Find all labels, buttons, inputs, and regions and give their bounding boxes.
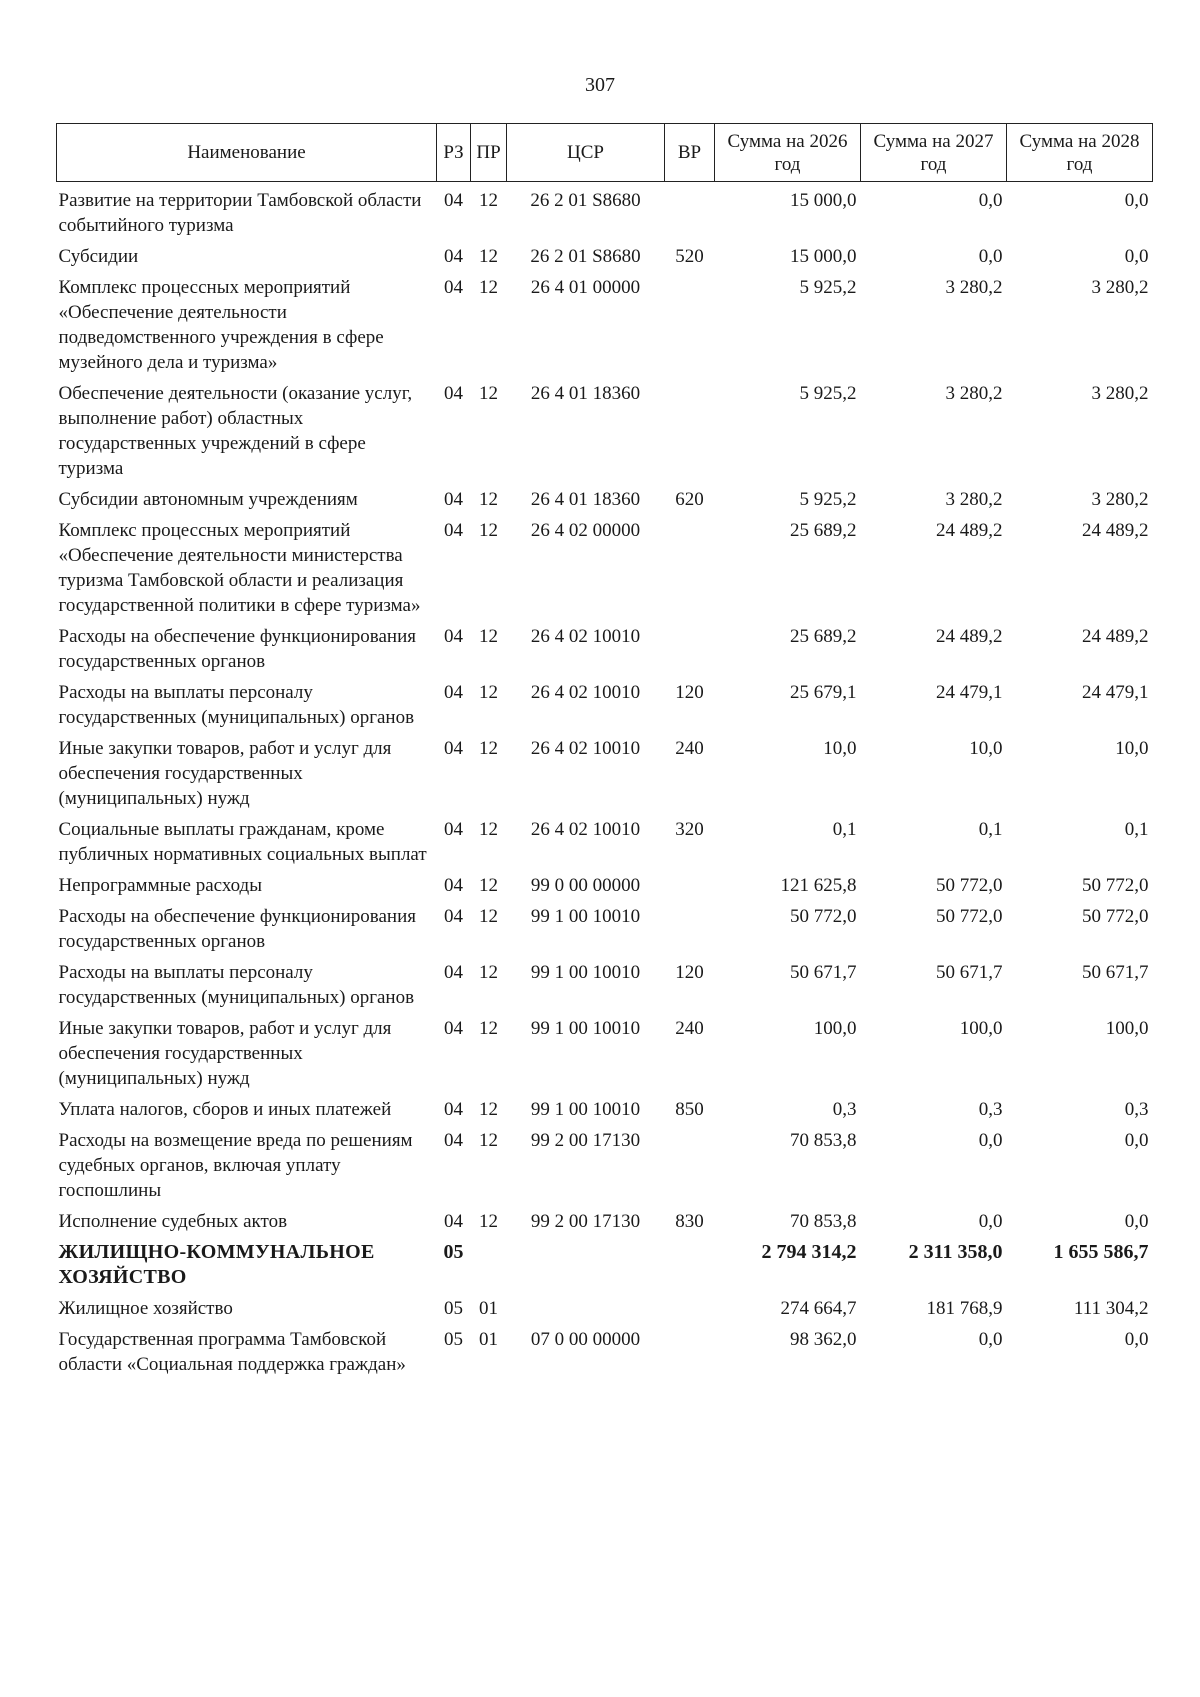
table-row xyxy=(57,481,1153,512)
row-sum-2028: 50 671,7 xyxy=(1082,962,1149,983)
row-csr: 99 0 00 00000 xyxy=(530,875,641,896)
header-name: Наименование xyxy=(57,124,437,182)
row-rz: 04 xyxy=(444,489,463,510)
row-vr: 120 xyxy=(675,962,704,983)
row-sum-2026: 98 362,0 xyxy=(790,1329,857,1350)
row-name: Жилищное хозяйство xyxy=(58,1298,233,1319)
row-vr xyxy=(665,269,715,375)
row-pr: 12 xyxy=(479,383,498,404)
row-vr xyxy=(665,1321,715,1377)
budget-table xyxy=(56,123,1153,1377)
row-name: Комплекс процессных мероприятий «Обеспечение деятельности министерства туризма Тамбовской области и реализация государственной политики в сфере туризма» xyxy=(58,520,421,616)
row-vr xyxy=(665,375,715,481)
row-pr: 01 xyxy=(479,1329,498,1350)
row-rz: 04 xyxy=(444,875,463,896)
row-vr: 620 xyxy=(675,489,704,510)
row-sum-2026: 5 925,2 xyxy=(799,383,857,404)
row-pr: 12 xyxy=(479,246,498,267)
row-sum-2027: 50 772,0 xyxy=(936,906,1003,927)
row-rz: 04 xyxy=(444,1018,463,1039)
header-sum-2026: Сумма на 2026 год xyxy=(715,124,861,182)
row-sum-2028: 0,3 xyxy=(1124,1099,1149,1120)
row-pr: 12 xyxy=(479,1211,498,1232)
row-sum-2028: 3 280,2 xyxy=(1091,277,1149,298)
table-row xyxy=(57,1122,1153,1203)
row-csr: 26 2 01 S8680 xyxy=(530,190,641,211)
row-sum-2028: 10,0 xyxy=(1115,738,1149,759)
row-csr: 26 4 02 10010 xyxy=(530,682,641,703)
row-csr: 07 0 00 00000 xyxy=(530,1329,641,1350)
row-name: Непрограммные расходы xyxy=(58,875,262,896)
row-sum-2028: 24 489,2 xyxy=(1082,520,1149,541)
row-pr: 12 xyxy=(479,819,498,840)
table-body xyxy=(57,182,1153,1378)
row-vr: 850 xyxy=(675,1099,704,1120)
row-pr: 12 xyxy=(479,489,498,510)
row-vr xyxy=(665,182,715,239)
row-sum-2028: 0,0 xyxy=(1124,190,1149,211)
row-name: Уплата налогов, сборов и иных платежей xyxy=(58,1099,392,1120)
row-csr: 26 4 02 10010 xyxy=(530,626,641,647)
row-sum-2026: 15 000,0 xyxy=(790,246,857,267)
row-sum-2026: 5 925,2 xyxy=(799,277,857,298)
row-sum-2027: 2 311 358,0 xyxy=(908,1241,1003,1263)
row-pr: 12 xyxy=(479,875,498,896)
row-rz: 05 xyxy=(444,1298,463,1319)
table-row xyxy=(57,898,1153,954)
row-pr: 12 xyxy=(479,1018,498,1039)
row-sum-2027: 0,0 xyxy=(978,1211,1003,1232)
row-sum-2028: 1 655 586,7 xyxy=(1053,1241,1149,1263)
row-csr: 99 1 00 10010 xyxy=(530,1018,641,1039)
row-rz: 04 xyxy=(444,190,463,211)
row-sum-2027: 0,0 xyxy=(978,1130,1003,1151)
row-sum-2027: 0,0 xyxy=(978,190,1003,211)
row-rz: 04 xyxy=(444,246,463,267)
row-vr xyxy=(665,1290,715,1321)
table-row xyxy=(57,1321,1153,1377)
header-rz: РЗ xyxy=(437,124,471,182)
page-number: 307 xyxy=(585,74,615,96)
table-row xyxy=(57,238,1153,269)
row-sum-2026: 50 671,7 xyxy=(790,962,857,983)
row-name: Субсидии автономным учреждениям xyxy=(58,489,358,510)
row-pr xyxy=(471,1234,507,1290)
row-sum-2027: 100,0 xyxy=(959,1018,1003,1039)
row-csr: 26 2 01 S8680 xyxy=(530,246,641,267)
row-rz: 04 xyxy=(444,277,463,298)
table-row xyxy=(57,674,1153,730)
row-sum-2028: 100,0 xyxy=(1105,1018,1149,1039)
row-name: Комплекс процессных мероприятий «Обеспечение деятельности подведомственного учреждения в сфере музейного дела и туризма» xyxy=(58,277,384,373)
row-vr: 240 xyxy=(675,1018,704,1039)
row-pr: 12 xyxy=(479,1099,498,1120)
row-rz: 05 xyxy=(444,1329,463,1350)
row-sum-2026: 100,0 xyxy=(813,1018,857,1039)
row-sum-2028: 0,0 xyxy=(1124,1130,1149,1151)
row-sum-2027: 50 671,7 xyxy=(936,962,1003,983)
row-name: Субсидии xyxy=(58,246,139,267)
row-sum-2027: 0,1 xyxy=(978,819,1003,840)
row-name: Расходы на обеспечение функционирования государственных органов xyxy=(58,626,416,672)
row-name: Развитие на территории Тамбовской области событийного туризма xyxy=(58,190,422,236)
row-rz: 04 xyxy=(444,1130,463,1151)
row-pr: 12 xyxy=(479,1130,498,1151)
row-rz: 04 xyxy=(444,626,463,647)
row-sum-2026: 70 853,8 xyxy=(790,1211,857,1232)
table-row xyxy=(57,954,1153,1010)
row-name: ЖИЛИЩНО-КОММУНАЛЬНОЕ ХОЗЯЙСТВО xyxy=(58,1241,375,1288)
row-sum-2027: 181 768,9 xyxy=(926,1298,1003,1319)
row-rz: 04 xyxy=(444,383,463,404)
row-sum-2027: 24 479,1 xyxy=(936,682,1003,703)
row-name: Расходы на выплаты персоналу государственных (муниципальных) органов xyxy=(58,962,415,1008)
row-name: Иные закупки товаров, работ и услуг для обеспечения государственных (муниципальных) нужд xyxy=(58,1018,392,1089)
table-row xyxy=(57,867,1153,898)
row-pr: 12 xyxy=(479,682,498,703)
row-rz: 04 xyxy=(444,1099,463,1120)
table-row xyxy=(57,182,1153,239)
row-vr xyxy=(665,618,715,674)
row-csr: 99 1 00 10010 xyxy=(530,906,641,927)
row-name: Расходы на обеспечение функционирования государственных органов xyxy=(58,906,416,952)
row-name: Исполнение судебных актов xyxy=(58,1211,288,1232)
row-vr xyxy=(665,1234,715,1290)
row-sum-2026: 0,3 xyxy=(832,1099,857,1120)
row-sum-2028: 0,1 xyxy=(1124,819,1149,840)
row-rz: 04 xyxy=(444,819,463,840)
table-row xyxy=(57,375,1153,481)
table-row xyxy=(57,1203,1153,1234)
row-rz: 05 xyxy=(443,1241,464,1263)
row-vr: 830 xyxy=(675,1211,704,1232)
row-vr xyxy=(665,1122,715,1203)
row-pr: 12 xyxy=(479,520,498,541)
row-sum-2026: 25 689,2 xyxy=(790,520,857,541)
row-csr: 26 4 02 10010 xyxy=(530,819,641,840)
row-sum-2026: 70 853,8 xyxy=(790,1130,857,1151)
row-vr xyxy=(665,867,715,898)
table-row xyxy=(57,811,1153,867)
row-csr: 99 2 00 17130 xyxy=(530,1211,641,1232)
row-sum-2026: 2 794 314,2 xyxy=(761,1241,857,1263)
header-sum-2028: Сумма на 2028 год xyxy=(1007,124,1153,182)
row-sum-2027: 24 489,2 xyxy=(936,520,1003,541)
row-name: Государственная программа Тамбовской области «Социальная поддержка граждан» xyxy=(58,1329,406,1375)
table-row xyxy=(57,1010,1153,1091)
row-sum-2026: 15 000,0 xyxy=(790,190,857,211)
row-sum-2027: 50 772,0 xyxy=(936,875,1003,896)
row-csr: 26 4 01 18360 xyxy=(530,383,641,404)
row-name: Обеспечение деятельности (оказание услуг, выполнение работ) областных государственных учреждений в сфере туризма xyxy=(58,383,413,479)
row-rz: 04 xyxy=(444,520,463,541)
row-sum-2028: 111 304,2 xyxy=(1073,1298,1149,1319)
row-vr: 520 xyxy=(675,246,704,267)
row-vr: 120 xyxy=(675,682,704,703)
table-row xyxy=(57,730,1153,811)
row-sum-2027: 0,0 xyxy=(978,1329,1003,1350)
row-sum-2027: 3 280,2 xyxy=(945,489,1003,510)
row-sum-2027: 0,0 xyxy=(978,246,1003,267)
row-rz: 04 xyxy=(444,682,463,703)
row-sum-2028: 0,0 xyxy=(1124,1329,1149,1350)
row-csr: 26 4 02 10010 xyxy=(530,738,641,759)
row-csr: 26 4 01 18360 xyxy=(530,489,641,510)
row-sum-2026: 25 679,1 xyxy=(790,682,857,703)
header-sum-2027: Сумма на 2027 год xyxy=(861,124,1007,182)
row-vr: 240 xyxy=(675,738,704,759)
row-sum-2028: 0,0 xyxy=(1124,246,1149,267)
row-rz: 04 xyxy=(444,1211,463,1232)
row-csr: 99 1 00 10010 xyxy=(530,1099,641,1120)
header-vr: ВР xyxy=(665,124,715,182)
row-sum-2028: 50 772,0 xyxy=(1082,906,1149,927)
row-name: Иные закупки товаров, работ и услуг для обеспечения государственных (муниципальных) нужд xyxy=(58,738,392,809)
row-pr: 12 xyxy=(479,906,498,927)
row-sum-2026: 50 772,0 xyxy=(790,906,857,927)
row-sum-2026: 0,1 xyxy=(832,819,857,840)
table-row xyxy=(57,1290,1153,1321)
row-rz: 04 xyxy=(444,738,463,759)
row-pr: 01 xyxy=(479,1298,498,1319)
section-row xyxy=(57,1234,1153,1290)
row-csr: 26 4 02 00000 xyxy=(530,520,641,541)
row-vr xyxy=(665,898,715,954)
table-row xyxy=(57,269,1153,375)
row-pr: 12 xyxy=(479,626,498,647)
row-csr: 99 1 00 10010 xyxy=(530,962,641,983)
row-sum-2027: 3 280,2 xyxy=(945,277,1003,298)
row-pr: 12 xyxy=(479,190,498,211)
row-vr xyxy=(665,512,715,618)
row-pr: 12 xyxy=(479,962,498,983)
row-csr: 26 4 01 00000 xyxy=(530,277,641,298)
table-row xyxy=(57,618,1153,674)
row-csr xyxy=(507,1290,665,1321)
row-rz: 04 xyxy=(444,906,463,927)
row-vr: 320 xyxy=(675,819,704,840)
table-row xyxy=(57,512,1153,618)
row-sum-2028: 24 479,1 xyxy=(1082,682,1149,703)
row-sum-2028: 0,0 xyxy=(1124,1211,1149,1232)
header-pr: ПР xyxy=(471,124,507,182)
row-sum-2027: 24 489,2 xyxy=(936,626,1003,647)
table-row xyxy=(57,1091,1153,1122)
row-rz: 04 xyxy=(444,962,463,983)
row-sum-2027: 0,3 xyxy=(978,1099,1003,1120)
header-csr: ЦСР xyxy=(507,124,665,182)
row-csr: 99 2 00 17130 xyxy=(530,1130,641,1151)
row-sum-2027: 10,0 xyxy=(969,738,1003,759)
row-sum-2026: 25 689,2 xyxy=(790,626,857,647)
row-sum-2027: 3 280,2 xyxy=(945,383,1003,404)
row-sum-2028: 3 280,2 xyxy=(1091,383,1149,404)
row-sum-2026: 274 664,7 xyxy=(780,1298,857,1319)
row-pr: 12 xyxy=(479,277,498,298)
row-pr: 12 xyxy=(479,738,498,759)
row-name: Расходы на возмещение вреда по решениям судебных органов, включая уплату госпошлины xyxy=(58,1130,413,1201)
row-sum-2026: 5 925,2 xyxy=(799,489,857,510)
row-sum-2026: 10,0 xyxy=(823,738,857,759)
row-sum-2028: 24 489,2 xyxy=(1082,626,1149,647)
row-sum-2028: 50 772,0 xyxy=(1082,875,1149,896)
row-sum-2028: 3 280,2 xyxy=(1091,489,1149,510)
table-header xyxy=(57,124,1153,182)
row-name: Расходы на выплаты персоналу государственных (муниципальных) органов xyxy=(58,682,415,728)
row-sum-2026: 121 625,8 xyxy=(780,875,857,896)
row-csr xyxy=(507,1234,665,1290)
row-name: Социальные выплаты гражданам, кроме публичных нормативных социальных выплат xyxy=(58,819,427,865)
